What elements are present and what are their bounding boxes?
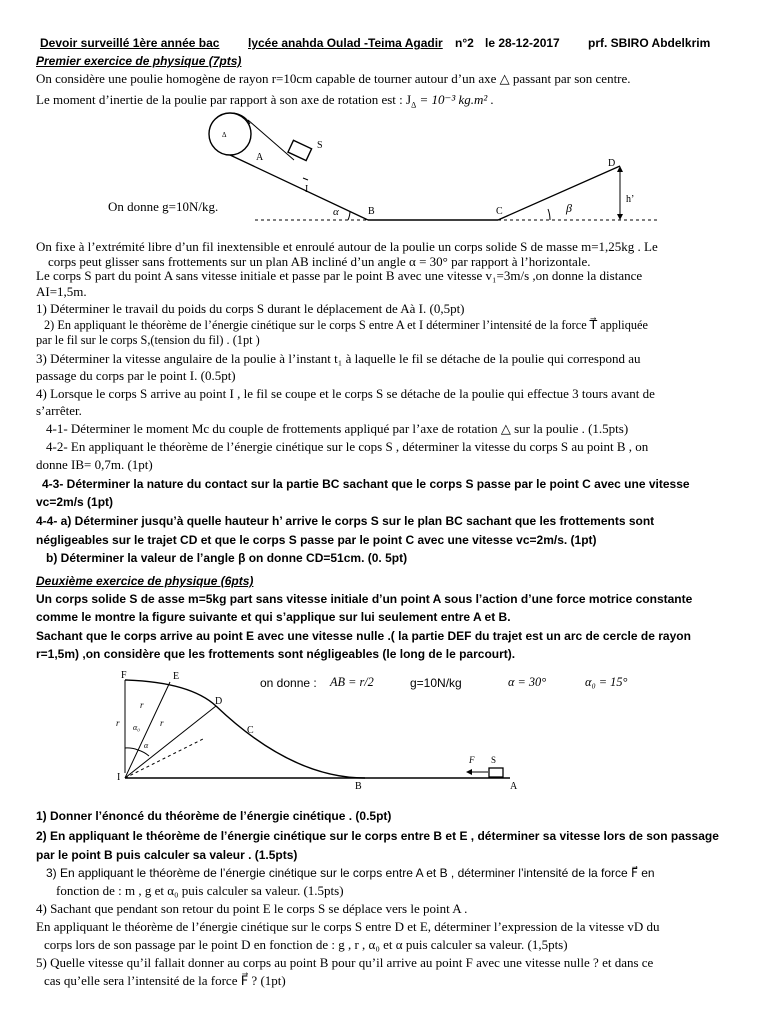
curve-dc [216, 706, 365, 778]
ex1-q44b: négligeables sur le trajet CD et que le corps S passe par le point C avec une vitesse vc=2m/s. (1pt) [36, 533, 597, 547]
fig2-alpha: α = 30° [508, 675, 547, 689]
label-i2: I [117, 772, 121, 783]
ex1-q42a: 4-2- En appliquant le théorème de l’énergie cinétique sur le cops S , déterminer la vitesse du corps S au point B , on [46, 439, 649, 454]
ex1-q43a: 4-3- Déterminer la nature du contact sur la partie BC sachant que le corps S passe par le point C avec une vitesse [42, 477, 690, 491]
ex1-q42b: donne IB= 0,7m. (1pt) [36, 457, 153, 472]
ex1-q4a: 4) Lorsque le corps S arrive au point I , le fil se coupe et le corps S se détache de la poulie qui effectue 3 tours avant de [36, 386, 655, 401]
school-name: lycée anahda Oulad -Teima Agadir [248, 36, 443, 50]
label-b: B [368, 206, 375, 217]
ex1-q41: 4-1- Déterminer le moment Mc du couple de frottements appliqué par l’axe de rotation △ sur la poulie . (1.5pts) [46, 421, 629, 436]
ex2-p3: Sachant que le corps arrive au point E avec une vitesse nulle .( la partie DEF du trajet est un arc de cercle de rayon [36, 629, 691, 643]
ex2-q1: 1) Donner l’énoncé du théorème de l’énergie cinétique . (0.5pt) [36, 809, 392, 823]
ex1-q2b: par le fil sur le corps S,(tension du fil) . (1pt ) [36, 333, 260, 347]
exercise1-title: Premier exercice de physique (7pts) [36, 54, 242, 68]
label-d: D [608, 158, 616, 169]
fig2-ab: AB = r/2 [330, 675, 374, 689]
label-e: E [173, 671, 180, 682]
ex2-q4b: En appliquant le théorème de l’énergie cinétique sur le corps S entre D et E, déterminer l’expression de la vitesse vD du [36, 919, 660, 934]
ex2-q5b: cas qu’elle sera l’intensité de la force F⃗ ? (1pt) [44, 973, 286, 988]
exam-number: n°2 [455, 36, 474, 50]
exercise2-title: Deuxième exercice de physique (6pts) [36, 574, 254, 588]
ex1-q2a: 2) En appliquant le théorème de l’énergie cinétique sur le corps S entre A et I déterminer l’intensité de la force T⃗ appliquée [44, 318, 648, 332]
given-g: On donne g=10N/kg. [108, 199, 219, 214]
ex2-q2a: 2) En appliquant le théorème de l’énergie cinétique sur le corps entre B et E , déterminer sa vitesse lors de son passage [36, 829, 719, 843]
ex1-q43b: vc=2m/s (1pt) [36, 495, 114, 509]
label-alpha0: α₀ [133, 723, 140, 732]
label-d2: D [215, 696, 223, 707]
ex1-q1: 1) Déterminer le travail du poids du corps S durant le déplacement de Aà I. (0,5pt) [36, 301, 465, 316]
radius-id [125, 706, 216, 778]
incline-ab [230, 155, 368, 220]
ex1-q4b: s’arrêter. [36, 403, 82, 418]
ex2-q3a: 3) En appliquant le théorème de l’énergie cinétique sur le corps entre A et B , déterminer l’intensité de la force F⃗ en [46, 866, 655, 880]
body-s2 [489, 768, 503, 777]
fig2-g: g=10N/kg [410, 676, 462, 690]
ex1-p1: On fixe à l’extrémité libre d’un fil inextensible et enroulé autour de la poulie un corps solide S de masse m=1,25kg . Le [36, 239, 658, 254]
label-alpha: α [333, 206, 339, 218]
fig2-given: on donne : [260, 676, 317, 690]
figure-1-pulley-incline [100, 110, 680, 235]
radius-ie [125, 682, 170, 778]
label-force-f: F [469, 755, 475, 765]
label-i: I [305, 184, 309, 195]
teacher-name: prf. SBIRO Abdelkrim [588, 36, 711, 50]
inertia-text: Le moment d’inertie de la poulie par rapport à son axe de rotation est : J [36, 92, 412, 107]
header-title [40, 36, 219, 50]
label-r2: r [140, 700, 144, 710]
ex1-p4: AI=1,5m. [36, 284, 87, 299]
ex2-q4a: 4) Sachant que pendant son retour du point E le corps S se déplace vers le point A . [36, 901, 468, 916]
pulley [209, 113, 251, 155]
label-r3: r [160, 718, 164, 728]
ex1-line1: On considère une poulie homogène de rayon r=10cm capable de tourner autour d’un axe △ passant par son centre. [36, 71, 631, 86]
label-s2: S [491, 755, 497, 765]
ex1-q3a: 3) Déterminer la vitesse angulaire de la poulie à l’instant t₁ à laquelle le fil se détache de la poulie qui correspond au [36, 351, 641, 366]
ex1-q44a: 4-4- a) Déterminer jusqu’à quelle hauteur h’ arrive le corps S sur le plan BC sachant que les frottements sont [36, 514, 655, 528]
label-s: S [317, 140, 323, 151]
ex2-p4: r=1,5m) ,on considère que les frottements sont négligeables (le long de le parcourt). [36, 647, 516, 661]
label-f: F [121, 670, 127, 681]
fig2-alpha0: α₀ = 15° [585, 675, 628, 689]
ex2-p2: comme le montre la figure suivante et qui s’applique sur lui seulement entre A et B. [36, 610, 511, 624]
ex2-q2b: par le point B puis calculer sa valeur . (1.5pts) [36, 848, 298, 862]
delta-label: Δ [222, 131, 227, 139]
ex2-q3b: fonction de : m , g et α₀ puis calculer sa valeur. (1.5pts) [56, 883, 344, 898]
label-c: C [496, 206, 503, 217]
exam-title: Devoir surveillé 1ère année bac [40, 36, 220, 50]
ex1-p3: Le corps S part du point A sans vitesse initiale et passe par le point B avec une vitesse v₁=3m/s ,on donne la distance [36, 268, 643, 283]
label-h: h’ [626, 194, 635, 205]
ex2-q5a: 5) Quelle vitesse qu’il fallait donner au corps au point B pour qu’il arrive au point F avec une vitesse nulle ? et dans ce [36, 955, 654, 970]
label-b2: B [355, 781, 362, 792]
label-c2: C [247, 725, 254, 736]
string [248, 120, 294, 160]
exam-date: le 28-12-2017 [485, 36, 560, 50]
label-r1: r [116, 718, 120, 728]
label-a: A [256, 152, 264, 163]
ex2-q4c: corps lors de son passage par le point D en fonction de : g , r , α₀ et α puis calculer sa valeur. (1,5pts) [44, 937, 568, 952]
label-beta: β [566, 201, 572, 215]
arc-def [125, 680, 216, 706]
ex1-p2: corps peut glisser sans frottements sur un plan AB incliné d’un angle α = 30° par rapport à l’horizontale. [48, 254, 591, 269]
plane-cd [498, 166, 620, 220]
ex2-p1: Un corps solide S de asse m=5kg part sans vitesse initiale d’un point A sous l’action d’une force motrice constante [36, 592, 693, 606]
ex1-line2: Le moment d’inertie de la poulie par rapport à son axe de rotation est : $J_\Delta = 10^{-3}$ kg.m² . [36, 92, 494, 110]
inertia-value: = 10⁻³ kg.m² . [419, 92, 494, 107]
ex1-q3b: passage du corps par le point I. (0.5pt) [36, 368, 236, 383]
label-alpha2: α [144, 741, 149, 750]
ex1-q44c: b) Déterminer la valeur de l’angle β on donne CD=51cm. (0. 5pt) [46, 551, 408, 565]
label-a2: A [510, 781, 518, 792]
